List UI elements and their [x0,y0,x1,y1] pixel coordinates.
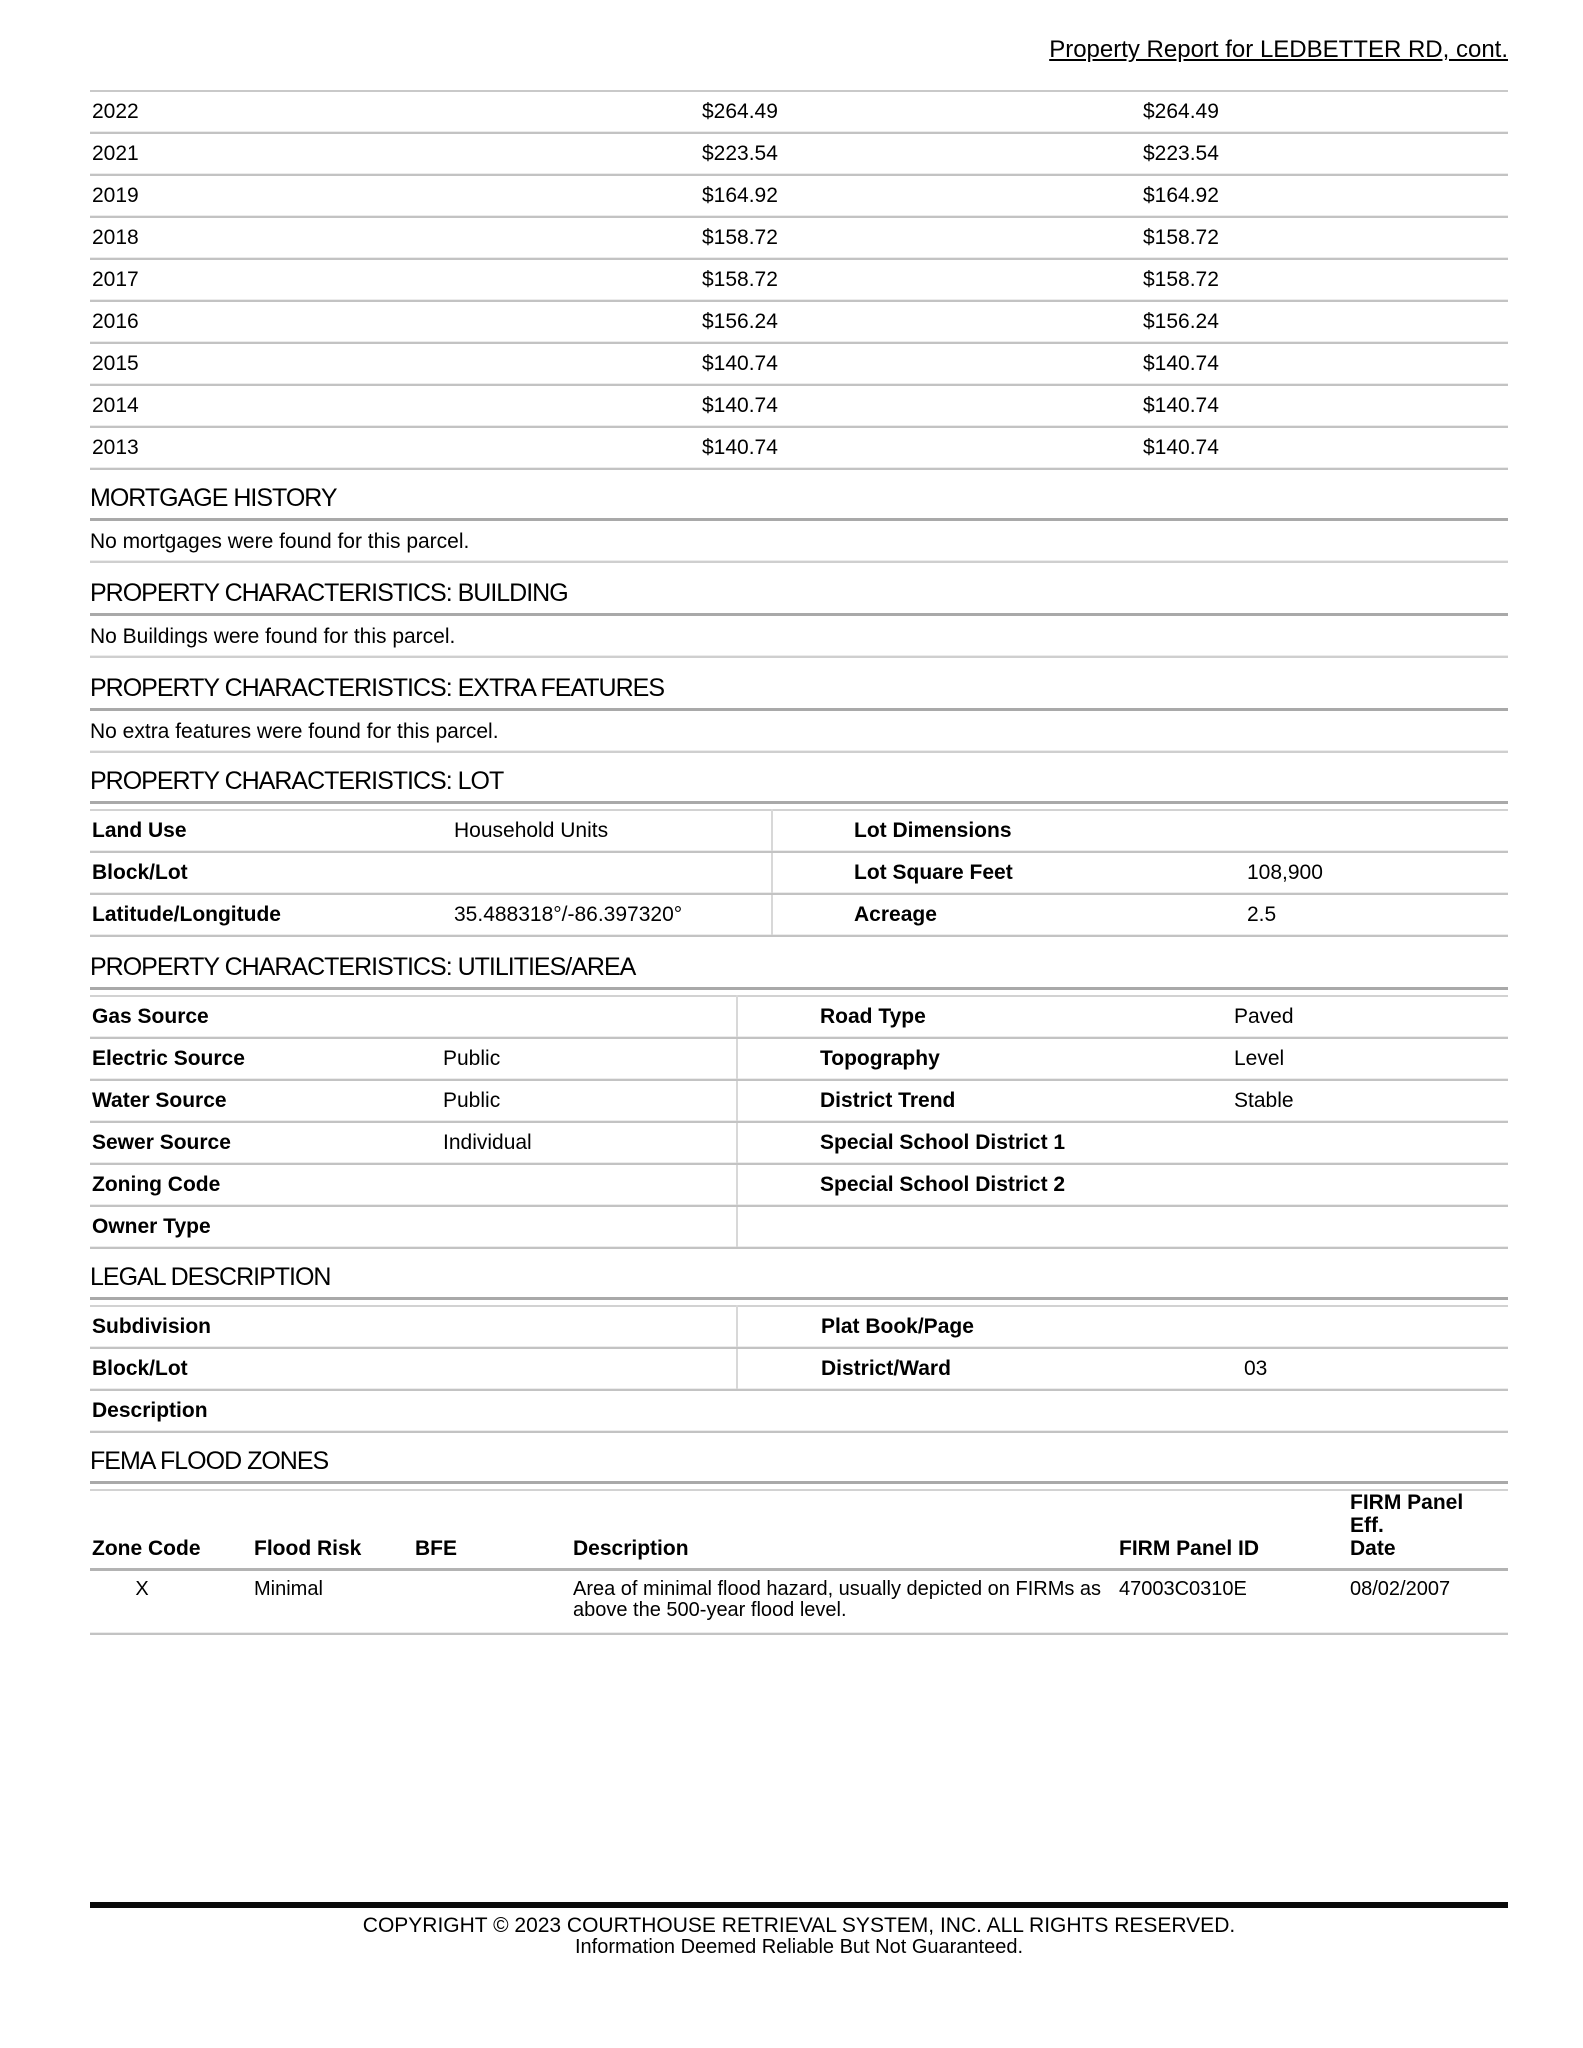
field-value [1234,1164,1508,1206]
tax-value1-cell: $158.72 [700,259,1141,301]
section-heading-lot: PROPERTY CHARACTERISTICS: LOT [90,767,1508,804]
field-value: 2.5 [1247,894,1508,936]
tax-value1-cell: $140.74 [700,385,1141,427]
field-value [443,1306,737,1348]
utilities-area-table [90,995,1508,1249]
tax-value1-cell: $164.92 [700,175,1141,217]
field-label: Subdivision [90,1306,443,1348]
field-label: Gas Source [90,996,443,1038]
tax-value2-cell: $156.24 [1141,301,1508,343]
field-label: Acreage [772,894,1247,936]
field-label: Lot Dimensions [772,810,1247,852]
section-heading-building: PROPERTY CHARACTERISTICS: BUILDING [90,579,1508,616]
tax-value2-cell: $264.49 [1141,91,1508,133]
field-value [1234,1306,1508,1348]
field-value: Paved [1234,996,1508,1038]
field-row [90,1206,1508,1248]
fema-header-bfe: BFE [415,1490,573,1570]
page-title [90,36,1508,63]
tax-value2-cell: $140.74 [1141,385,1508,427]
field-row [90,1348,1508,1390]
field-label [737,1206,1234,1248]
field-label: Lot Square Feet [772,852,1247,894]
field-value [443,1348,737,1390]
tax-row [90,175,1508,217]
page-title-text: Property Report for LEDBETTER RD, cont. [1049,36,1508,63]
field-row [90,852,1508,894]
field-value [1234,1122,1508,1164]
field-value [1234,1206,1508,1248]
fema-header-description: Description [573,1490,1119,1570]
tax-row [90,301,1508,343]
field-row [90,1038,1508,1080]
field-label: Topography [737,1038,1234,1080]
tax-row [90,427,1508,469]
tax-value1-cell: $140.74 [700,427,1141,469]
tax-value1-cell: $158.72 [700,217,1141,259]
field-row [90,1080,1508,1122]
field-label: Owner Type [90,1206,443,1248]
field-row [90,1122,1508,1164]
lot-table [90,809,1508,937]
tax-value2-cell: $158.72 [1141,259,1508,301]
tax-value2-cell: $140.74 [1141,427,1508,469]
tax-year-cell: 2021 [90,133,700,175]
field-value: 108,900 [1247,852,1508,894]
tax-year-cell: 2014 [90,385,700,427]
field-label: Special School District 2 [737,1164,1234,1206]
footer-disclaimer: Information Deemed Reliable But Not Guaranteed. [574,1936,1024,1958]
field-label: District Trend [737,1080,1234,1122]
field-value: Level [1234,1038,1508,1080]
field-row [90,996,1508,1038]
fema-header-eff-line1: FIRM Panel Eff. [1350,1491,1464,1537]
field-value: Stable [1234,1080,1508,1122]
tax-row [90,259,1508,301]
tax-value2-cell: $140.74 [1141,343,1508,385]
tax-year-cell: 2013 [90,427,700,469]
field-label: Sewer Source [90,1122,443,1164]
field-value: 03 [1234,1348,1508,1390]
field-value [1247,810,1508,852]
field-label: Special School District 1 [737,1122,1234,1164]
tax-row [90,217,1508,259]
fema-header-row [90,1490,1508,1570]
field-value [454,852,772,894]
report-content [90,0,1508,1635]
section-heading-extra-features: PROPERTY CHARACTERISTICS: EXTRA FEATURES [90,674,1508,711]
tax-year-cell: 2018 [90,217,700,259]
field-row [90,1306,1508,1348]
field-label: Road Type [737,996,1234,1038]
fema-firm-panel-id-cell: 47003C0310E [1119,1570,1350,1635]
fema-firm-panel-eff-date-cell: 08/02/2007 [1350,1570,1508,1635]
tax-year-cell: 2019 [90,175,700,217]
fema-flood-risk-cell: Minimal [254,1570,415,1635]
footer-divider-bar [90,1902,1508,1908]
fema-header-flood-risk: Flood Risk [254,1490,415,1570]
field-row [90,1390,1508,1432]
field-label: Block/Lot [90,1348,443,1390]
field-value: Individual [443,1122,737,1164]
fema-header-zone-code: Zone Code [90,1490,254,1570]
fema-header-firm-panel-id: FIRM Panel ID [1119,1490,1350,1570]
footer-copyright: COPYRIGHT © 2023 COURTHOUSE RETRIEVAL SYSTEM, INC. ALL RIGHTS RESERVED. [362,1914,1236,1937]
legal-description-table [90,1305,1508,1433]
tax-row [90,133,1508,175]
field-label: Land Use [90,810,454,852]
fema-bfe-cell [415,1570,573,1635]
field-row [90,894,1508,936]
field-value: Household Units [454,810,772,852]
fema-row [90,1570,1508,1635]
section-heading-mortgage-history: MORTGAGE HISTORY [90,484,1508,521]
field-value: 35.488318°/-86.397320° [454,894,772,936]
tax-value1-cell: $264.49 [700,91,1141,133]
field-label: Zoning Code [90,1164,443,1206]
section-heading-legal-description: LEGAL DESCRIPTION [90,1263,1508,1300]
field-value: Public [443,1080,737,1122]
field-label: Electric Source [90,1038,443,1080]
tax-row [90,343,1508,385]
tax-value1-cell: $156.24 [700,301,1141,343]
field-value [443,1206,737,1248]
field-value: Public [443,1038,737,1080]
tax-year-cell: 2016 [90,301,700,343]
tax-year-cell: 2015 [90,343,700,385]
field-value [443,1164,737,1206]
field-label: Latitude/Longitude [90,894,454,936]
tax-value1-cell: $140.74 [700,343,1141,385]
mortgage-history-empty-message: No mortgages were found for this parcel. [90,521,1508,563]
tax-value2-cell: $223.54 [1141,133,1508,175]
tax-row [90,91,1508,133]
tax-year-cell: 2017 [90,259,700,301]
extra-features-empty-message: No extra features were found for this parcel. [90,711,1508,753]
field-label: Water Source [90,1080,443,1122]
tax-value2-cell: $164.92 [1141,175,1508,217]
fema-zone-code-cell: X [90,1570,254,1635]
report-footer [90,1902,1508,1958]
field-label: Block/Lot [90,852,454,894]
field-label: Description [90,1390,1508,1432]
section-heading-fema-flood-zones: FEMA FLOOD ZONES [90,1447,1508,1484]
building-empty-message: No Buildings were found for this parcel. [90,616,1508,658]
field-row [90,810,1508,852]
tax-row [90,385,1508,427]
fema-header-firm-panel-eff-date [1350,1490,1508,1570]
tax-value1-cell: $223.54 [700,133,1141,175]
tax-history-table [90,90,1508,470]
field-row [90,1164,1508,1206]
fema-description-cell: Area of minimal flood hazard, usually depicted on FIRMs as above the 500-year flood level. [573,1570,1119,1635]
tax-year-cell: 2022 [90,91,700,133]
tax-value2-cell: $158.72 [1141,217,1508,259]
section-heading-utilities-area: PROPERTY CHARACTERISTICS: UTILITIES/AREA [90,953,1508,990]
field-label: District/Ward [737,1348,1234,1390]
field-value [443,996,737,1038]
field-label: Plat Book/Page [737,1306,1234,1348]
fema-header-eff-line2: Date [1350,1537,1396,1560]
fema-flood-zones-table [90,1489,1508,1635]
